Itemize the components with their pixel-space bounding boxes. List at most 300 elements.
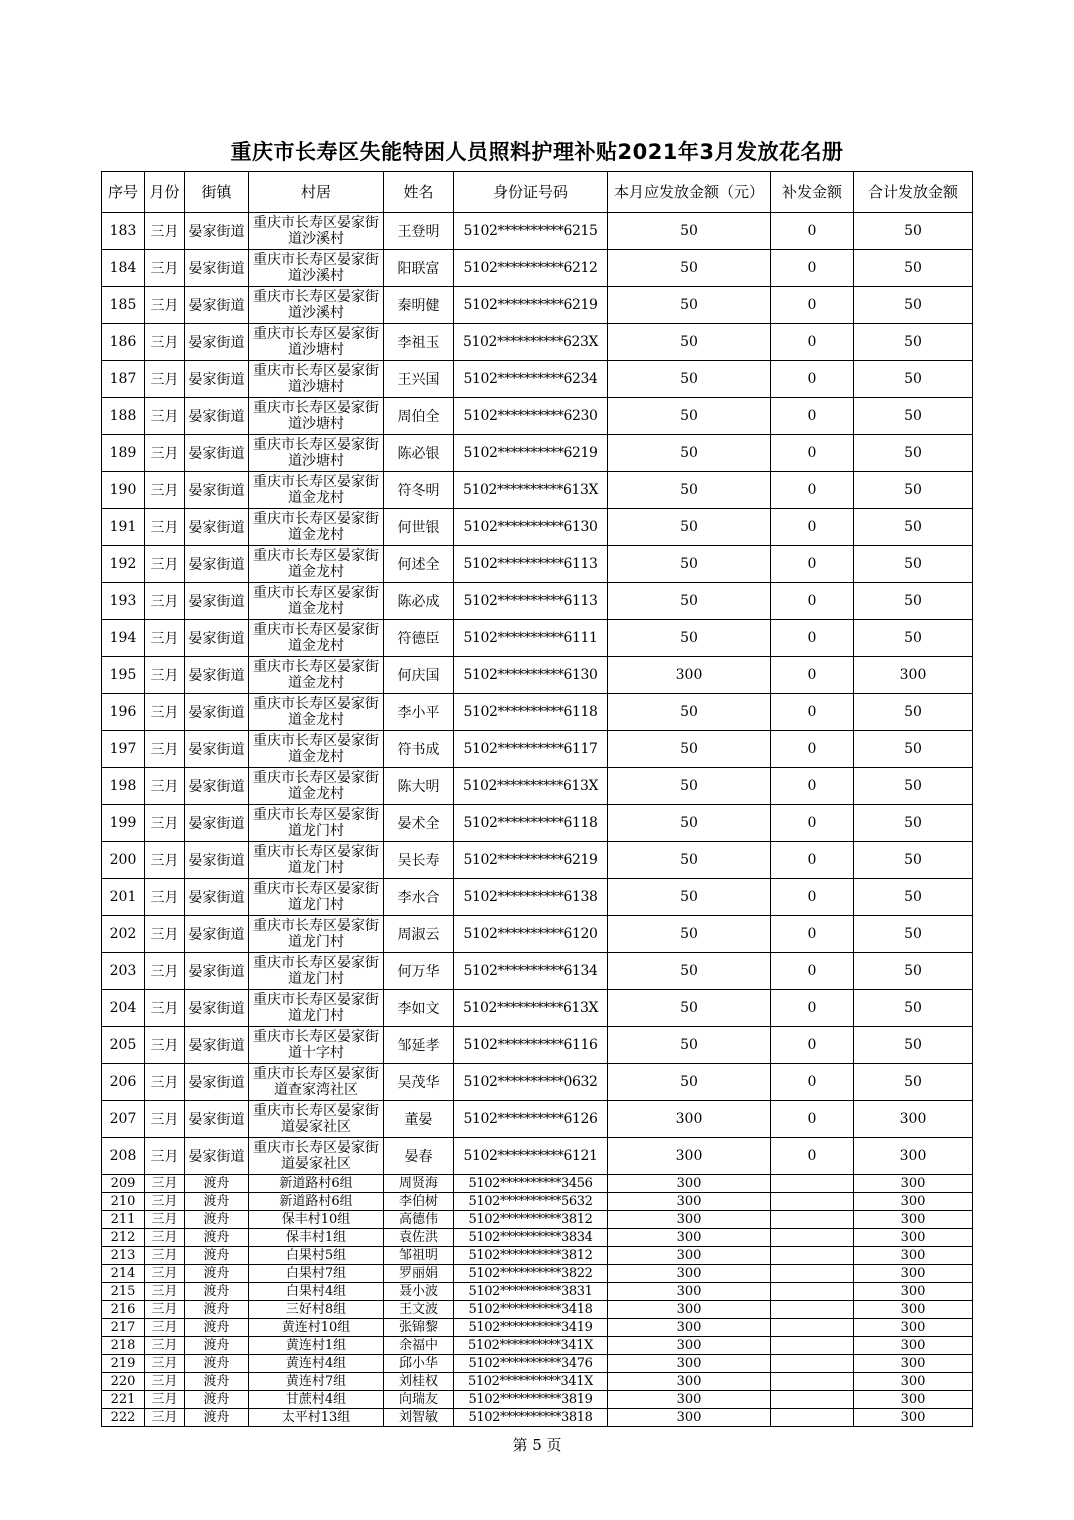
month-cell: 三月	[145, 1337, 185, 1355]
month-cell: 三月	[145, 1391, 185, 1409]
amount-due-cell: 50	[608, 842, 771, 879]
street-town-cell: 晏家街道	[185, 250, 249, 287]
total-amount-cell: 300	[854, 1319, 973, 1337]
amount-due-cell: 50	[608, 620, 771, 657]
row-number-cell: 217	[102, 1319, 145, 1337]
table-row	[102, 324, 973, 361]
table-row	[102, 1247, 973, 1265]
village-cell: 新道路村6组	[249, 1175, 384, 1193]
street-town-cell: 晏家街道	[185, 990, 249, 1027]
month-cell: 三月	[145, 250, 185, 287]
street-town-cell: 晏家街道	[185, 620, 249, 657]
id-number-cell: 5102**********6212	[454, 250, 608, 287]
total-amount-cell: 50	[854, 916, 973, 953]
total-amount-cell: 50	[854, 324, 973, 361]
street-town-cell: 晏家街道	[185, 694, 249, 731]
village-cell: 重庆市长寿区晏家街道查家湾社区	[249, 1064, 384, 1101]
month-cell: 三月	[145, 1265, 185, 1283]
street-town-cell: 晏家街道	[185, 953, 249, 990]
amount-due-cell: 300	[608, 1373, 771, 1391]
village-cell: 保丰村1组	[249, 1229, 384, 1247]
supplement-amount-cell: 0	[771, 472, 854, 509]
row-number-cell: 215	[102, 1283, 145, 1301]
id-number-cell: 5102**********6120	[454, 916, 608, 953]
table-row	[102, 1265, 973, 1283]
supplement-amount-cell: 0	[771, 694, 854, 731]
header-cell: 本月应发放金额（元）	[608, 172, 771, 213]
total-amount-cell: 50	[854, 435, 973, 472]
table-row	[102, 1229, 973, 1247]
id-number-cell: 5102**********623X	[454, 324, 608, 361]
id-number-cell: 5102**********6113	[454, 583, 608, 620]
amount-due-cell: 300	[608, 1193, 771, 1211]
street-town-cell: 晏家街道	[185, 435, 249, 472]
amount-due-cell: 300	[608, 1283, 771, 1301]
supplement-amount-cell	[771, 1301, 854, 1319]
header-cell: 姓名	[384, 172, 454, 213]
village-cell: 重庆市长寿区晏家街道龙门村	[249, 916, 384, 953]
amount-due-cell: 50	[608, 1064, 771, 1101]
supplement-amount-cell: 0	[771, 842, 854, 879]
supplement-amount-cell	[771, 1247, 854, 1265]
supplement-amount-cell: 0	[771, 361, 854, 398]
village-cell: 重庆市长寿区晏家街道金龙村	[249, 583, 384, 620]
supplement-amount-cell: 0	[771, 731, 854, 768]
total-amount-cell: 50	[854, 879, 973, 916]
village-cell: 甘蔗村4组	[249, 1391, 384, 1409]
row-number-cell: 211	[102, 1211, 145, 1229]
table-row	[102, 990, 973, 1027]
village-cell: 重庆市长寿区晏家街道金龙村	[249, 509, 384, 546]
amount-due-cell: 300	[608, 1265, 771, 1283]
village-cell: 白果村5组	[249, 1247, 384, 1265]
village-cell: 黄连村7组	[249, 1373, 384, 1391]
supplement-amount-cell: 0	[771, 620, 854, 657]
row-number-cell: 197	[102, 731, 145, 768]
table-row	[102, 620, 973, 657]
month-cell: 三月	[145, 1101, 185, 1138]
street-town-cell: 渡舟	[185, 1247, 249, 1265]
street-town-cell: 晏家街道	[185, 805, 249, 842]
table-row	[102, 768, 973, 805]
name-cell: 王登明	[384, 213, 454, 250]
id-number-cell: 5102**********3818	[454, 1409, 608, 1427]
month-cell: 三月	[145, 1211, 185, 1229]
village-cell: 白果村7组	[249, 1265, 384, 1283]
month-cell: 三月	[145, 1355, 185, 1373]
row-number-cell: 189	[102, 435, 145, 472]
street-town-cell: 晏家街道	[185, 768, 249, 805]
amount-due-cell: 50	[608, 768, 771, 805]
supplement-amount-cell: 0	[771, 1027, 854, 1064]
id-number-cell: 5102**********3418	[454, 1301, 608, 1319]
total-amount-cell: 300	[854, 1409, 973, 1427]
supplement-amount-cell: 0	[771, 916, 854, 953]
table-row	[102, 1391, 973, 1409]
name-cell: 李伯树	[384, 1193, 454, 1211]
row-number-cell: 183	[102, 213, 145, 250]
amount-due-cell: 50	[608, 879, 771, 916]
supplement-amount-cell: 0	[771, 1101, 854, 1138]
total-amount-cell: 50	[854, 250, 973, 287]
month-cell: 三月	[145, 1229, 185, 1247]
street-town-cell: 晏家街道	[185, 731, 249, 768]
name-cell: 李祖玉	[384, 324, 454, 361]
name-cell: 符书成	[384, 731, 454, 768]
village-cell: 重庆市长寿区晏家街道沙溪村	[249, 287, 384, 324]
total-amount-cell: 50	[854, 1064, 973, 1101]
total-amount-cell: 50	[854, 842, 973, 879]
total-amount-cell: 50	[854, 620, 973, 657]
village-cell: 重庆市长寿区晏家街道十字村	[249, 1027, 384, 1064]
id-number-cell: 5102**********6134	[454, 953, 608, 990]
street-town-cell: 渡舟	[185, 1409, 249, 1427]
table-row	[102, 657, 973, 694]
row-number-cell: 199	[102, 805, 145, 842]
supplement-amount-cell: 0	[771, 546, 854, 583]
name-cell: 罗丽娟	[384, 1265, 454, 1283]
supplement-amount-cell	[771, 1283, 854, 1301]
table-row	[102, 1283, 973, 1301]
street-town-cell: 渡舟	[185, 1175, 249, 1193]
supplement-amount-cell: 0	[771, 657, 854, 694]
street-town-cell: 晏家街道	[185, 324, 249, 361]
amount-due-cell: 50	[608, 361, 771, 398]
table-row	[102, 731, 973, 768]
total-amount-cell: 50	[854, 472, 973, 509]
name-cell: 陈必银	[384, 435, 454, 472]
table-row	[102, 1337, 973, 1355]
street-town-cell: 渡舟	[185, 1229, 249, 1247]
street-town-cell: 渡舟	[185, 1265, 249, 1283]
table-row	[102, 250, 973, 287]
row-number-cell: 202	[102, 916, 145, 953]
village-cell: 重庆市长寿区晏家街道金龙村	[249, 768, 384, 805]
name-cell: 袁佐洪	[384, 1229, 454, 1247]
name-cell: 张锦黎	[384, 1319, 454, 1337]
month-cell: 三月	[145, 1373, 185, 1391]
village-cell: 重庆市长寿区晏家街道金龙村	[249, 657, 384, 694]
amount-due-cell: 50	[608, 287, 771, 324]
header-cell: 补发金额	[771, 172, 854, 213]
table-row	[102, 1064, 973, 1101]
id-number-cell: 5102**********341X	[454, 1373, 608, 1391]
amount-due-cell: 300	[608, 1319, 771, 1337]
table-row	[102, 916, 973, 953]
name-cell: 何万华	[384, 953, 454, 990]
id-number-cell: 5102**********6219	[454, 842, 608, 879]
row-number-cell: 200	[102, 842, 145, 879]
total-amount-cell: 50	[854, 694, 973, 731]
id-number-cell: 5102**********6138	[454, 879, 608, 916]
supplement-amount-cell: 0	[771, 509, 854, 546]
row-number-cell: 201	[102, 879, 145, 916]
id-number-cell: 5102**********6234	[454, 361, 608, 398]
row-number-cell: 208	[102, 1138, 145, 1175]
month-cell: 三月	[145, 1409, 185, 1427]
row-number-cell: 193	[102, 583, 145, 620]
table-row	[102, 1027, 973, 1064]
month-cell: 三月	[145, 583, 185, 620]
month-cell: 三月	[145, 1301, 185, 1319]
amount-due-cell: 300	[608, 1211, 771, 1229]
total-amount-cell: 300	[854, 657, 973, 694]
id-number-cell: 5102**********6130	[454, 509, 608, 546]
id-number-cell: 5102**********6219	[454, 287, 608, 324]
street-town-cell: 渡舟	[185, 1319, 249, 1337]
amount-due-cell: 300	[608, 1391, 771, 1409]
name-cell: 邹祖明	[384, 1247, 454, 1265]
id-number-cell: 5102**********3819	[454, 1391, 608, 1409]
name-cell: 李小平	[384, 694, 454, 731]
total-amount-cell: 300	[854, 1229, 973, 1247]
total-amount-cell: 300	[854, 1337, 973, 1355]
village-cell: 太平村13组	[249, 1409, 384, 1427]
total-amount-cell: 50	[854, 731, 973, 768]
row-number-cell: 207	[102, 1101, 145, 1138]
roster-table	[101, 171, 973, 1427]
month-cell: 三月	[145, 472, 185, 509]
name-cell: 陈必成	[384, 583, 454, 620]
amount-due-cell: 50	[608, 509, 771, 546]
id-number-cell: 5102**********6130	[454, 657, 608, 694]
total-amount-cell: 300	[854, 1301, 973, 1319]
village-cell: 重庆市长寿区晏家街道龙门村	[249, 879, 384, 916]
month-cell: 三月	[145, 953, 185, 990]
row-number-cell: 216	[102, 1301, 145, 1319]
month-cell: 三月	[145, 361, 185, 398]
table-row	[102, 472, 973, 509]
id-number-cell: 5102**********6230	[454, 398, 608, 435]
village-cell: 重庆市长寿区晏家街道晏家社区	[249, 1101, 384, 1138]
id-number-cell: 5102**********3476	[454, 1355, 608, 1373]
amount-due-cell: 300	[608, 1101, 771, 1138]
month-cell: 三月	[145, 879, 185, 916]
amount-due-cell: 300	[608, 657, 771, 694]
name-cell: 晏春	[384, 1138, 454, 1175]
month-cell: 三月	[145, 1027, 185, 1064]
street-town-cell: 渡舟	[185, 1391, 249, 1409]
name-cell: 周伯全	[384, 398, 454, 435]
street-town-cell: 晏家街道	[185, 1138, 249, 1175]
table-row	[102, 398, 973, 435]
name-cell: 周淑云	[384, 916, 454, 953]
amount-due-cell: 50	[608, 546, 771, 583]
table-row	[102, 1211, 973, 1229]
table-row	[102, 1175, 973, 1193]
row-number-cell: 192	[102, 546, 145, 583]
table-row	[102, 879, 973, 916]
table-row	[102, 546, 973, 583]
table-row	[102, 287, 973, 324]
street-town-cell: 晏家街道	[185, 546, 249, 583]
id-number-cell: 5102**********3812	[454, 1247, 608, 1265]
street-town-cell: 晏家街道	[185, 287, 249, 324]
village-cell: 重庆市长寿区晏家街道沙溪村	[249, 250, 384, 287]
table-row	[102, 1301, 973, 1319]
row-number-cell: 198	[102, 768, 145, 805]
id-number-cell: 5102**********6215	[454, 213, 608, 250]
total-amount-cell: 50	[854, 1027, 973, 1064]
amount-due-cell: 50	[608, 1027, 771, 1064]
total-amount-cell: 50	[854, 953, 973, 990]
amount-due-cell: 300	[608, 1409, 771, 1427]
supplement-amount-cell: 0	[771, 435, 854, 472]
supplement-amount-cell: 0	[771, 1064, 854, 1101]
total-amount-cell: 50	[854, 213, 973, 250]
header-cell: 合计发放金额	[854, 172, 973, 213]
village-cell: 重庆市长寿区晏家街道龙门村	[249, 953, 384, 990]
total-amount-cell: 300	[854, 1211, 973, 1229]
header-cell: 月份	[145, 172, 185, 213]
supplement-amount-cell: 0	[771, 213, 854, 250]
amount-due-cell: 300	[608, 1175, 771, 1193]
id-number-cell: 5102**********341X	[454, 1337, 608, 1355]
table-row	[102, 361, 973, 398]
id-number-cell: 5102**********3831	[454, 1283, 608, 1301]
table-row	[102, 1409, 973, 1427]
row-number-cell: 213	[102, 1247, 145, 1265]
amount-due-cell: 300	[608, 1229, 771, 1247]
supplement-amount-cell: 0	[771, 953, 854, 990]
amount-due-cell: 50	[608, 916, 771, 953]
name-cell: 陈大明	[384, 768, 454, 805]
supplement-amount-cell	[771, 1229, 854, 1247]
amount-due-cell: 50	[608, 472, 771, 509]
month-cell: 三月	[145, 694, 185, 731]
name-cell: 何世银	[384, 509, 454, 546]
name-cell: 邹延孝	[384, 1027, 454, 1064]
header-cell: 身份证号码	[454, 172, 608, 213]
header-cell: 序号	[102, 172, 145, 213]
street-town-cell: 渡舟	[185, 1337, 249, 1355]
row-number-cell: 210	[102, 1193, 145, 1211]
village-cell: 黄连村1组	[249, 1337, 384, 1355]
amount-due-cell: 50	[608, 213, 771, 250]
name-cell: 李水合	[384, 879, 454, 916]
month-cell: 三月	[145, 287, 185, 324]
village-cell: 新道路村6组	[249, 1193, 384, 1211]
village-cell: 重庆市长寿区晏家街道沙塘村	[249, 435, 384, 472]
street-town-cell: 渡舟	[185, 1373, 249, 1391]
row-number-cell: 185	[102, 287, 145, 324]
name-cell: 秦明健	[384, 287, 454, 324]
row-number-cell: 203	[102, 953, 145, 990]
row-number-cell: 196	[102, 694, 145, 731]
roster-body	[102, 213, 973, 1427]
id-number-cell: 5102**********613X	[454, 990, 608, 1027]
page-title: 重庆市长寿区失能特困人员照料护理补贴2021年3月发放花名册	[230, 140, 844, 164]
name-cell: 聂小波	[384, 1283, 454, 1301]
id-number-cell: 5102**********3812	[454, 1211, 608, 1229]
month-cell: 三月	[145, 657, 185, 694]
name-cell: 刘智敏	[384, 1409, 454, 1427]
supplement-amount-cell	[771, 1265, 854, 1283]
table-row	[102, 509, 973, 546]
supplement-amount-cell	[771, 1193, 854, 1211]
village-cell: 黄连村4组	[249, 1355, 384, 1373]
row-number-cell: 195	[102, 657, 145, 694]
month-cell: 三月	[145, 1319, 185, 1337]
street-town-cell: 晏家街道	[185, 213, 249, 250]
total-amount-cell: 50	[854, 583, 973, 620]
month-cell: 三月	[145, 1193, 185, 1211]
name-cell: 何述全	[384, 546, 454, 583]
total-amount-cell: 50	[854, 805, 973, 842]
total-amount-cell: 50	[854, 361, 973, 398]
village-cell: 保丰村10组	[249, 1211, 384, 1229]
month-cell: 三月	[145, 805, 185, 842]
table-row	[102, 694, 973, 731]
name-cell: 阳联富	[384, 250, 454, 287]
month-cell: 三月	[145, 509, 185, 546]
table-row	[102, 1101, 973, 1138]
table-row	[102, 583, 973, 620]
total-amount-cell: 50	[854, 509, 973, 546]
month-cell: 三月	[145, 324, 185, 361]
row-number-cell: 212	[102, 1229, 145, 1247]
supplement-amount-cell	[771, 1355, 854, 1373]
row-number-cell: 222	[102, 1409, 145, 1427]
row-number-cell: 184	[102, 250, 145, 287]
village-cell: 重庆市长寿区晏家街道龙门村	[249, 842, 384, 879]
supplement-amount-cell	[771, 1211, 854, 1229]
row-number-cell: 190	[102, 472, 145, 509]
header-cell: 街镇	[185, 172, 249, 213]
name-cell: 符德臣	[384, 620, 454, 657]
supplement-amount-cell: 0	[771, 768, 854, 805]
total-amount-cell: 300	[854, 1175, 973, 1193]
id-number-cell: 5102**********6126	[454, 1101, 608, 1138]
name-cell: 吴长寿	[384, 842, 454, 879]
amount-due-cell: 50	[608, 435, 771, 472]
village-cell: 重庆市长寿区晏家街道金龙村	[249, 546, 384, 583]
month-cell: 三月	[145, 1283, 185, 1301]
village-cell: 黄连村10组	[249, 1319, 384, 1337]
supplement-amount-cell: 0	[771, 805, 854, 842]
name-cell: 吴茂华	[384, 1064, 454, 1101]
village-cell: 重庆市长寿区晏家街道沙塘村	[249, 361, 384, 398]
row-number-cell: 194	[102, 620, 145, 657]
supplement-amount-cell: 0	[771, 287, 854, 324]
village-cell: 重庆市长寿区晏家街道沙溪村	[249, 213, 384, 250]
month-cell: 三月	[145, 768, 185, 805]
name-cell: 晏术全	[384, 805, 454, 842]
village-cell: 重庆市长寿区晏家街道金龙村	[249, 620, 384, 657]
amount-due-cell: 50	[608, 583, 771, 620]
total-amount-cell: 300	[854, 1265, 973, 1283]
id-number-cell: 5102**********0632	[454, 1064, 608, 1101]
supplement-amount-cell: 0	[771, 324, 854, 361]
supplement-amount-cell	[771, 1319, 854, 1337]
id-number-cell: 5102**********6113	[454, 546, 608, 583]
total-amount-cell: 300	[854, 1391, 973, 1409]
street-town-cell: 渡舟	[185, 1355, 249, 1373]
row-number-cell: 187	[102, 361, 145, 398]
village-cell: 重庆市长寿区晏家街道龙门村	[249, 990, 384, 1027]
month-cell: 三月	[145, 398, 185, 435]
supplement-amount-cell: 0	[771, 990, 854, 1027]
name-cell: 刘桂权	[384, 1373, 454, 1391]
table-row	[102, 1319, 973, 1337]
id-number-cell: 5102**********6111	[454, 620, 608, 657]
name-cell: 邱小华	[384, 1355, 454, 1373]
id-number-cell: 5102**********3834	[454, 1229, 608, 1247]
id-number-cell: 5102**********6118	[454, 805, 608, 842]
row-number-cell: 214	[102, 1265, 145, 1283]
month-cell: 三月	[145, 435, 185, 472]
id-number-cell: 5102**********6219	[454, 435, 608, 472]
